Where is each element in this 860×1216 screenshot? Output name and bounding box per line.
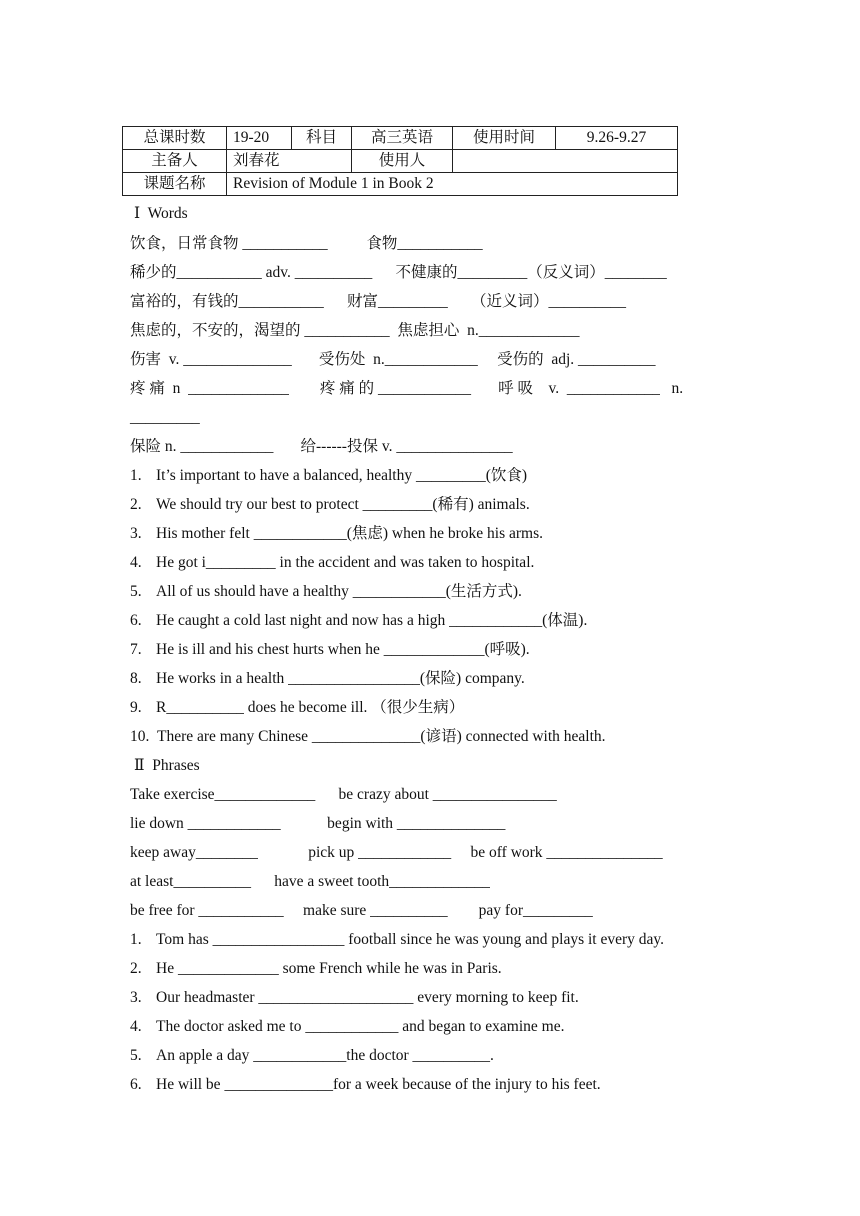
sentence-text: There are many Chinese ______________(谚语) connected with health. bbox=[157, 728, 606, 745]
sentence-number: 1. bbox=[130, 931, 142, 948]
sentence-text: Tom has _________________ football since he was young and plays it every day. bbox=[156, 931, 665, 948]
phrase-line: Take exercise_____________ be crazy about ________________ bbox=[130, 786, 557, 803]
sentence-text: His mother felt ____________(焦虑) when he broke his arms. bbox=[156, 525, 544, 542]
sentence-text: It’s important to have a balanced, healthy _________(饮食) bbox=[156, 467, 528, 484]
header-table bbox=[122, 126, 678, 196]
vocab-line: 焦虑的，不安的，渴望的 ___________ 焦虑担心 n._____________ bbox=[130, 322, 580, 339]
sentence-number: 10. bbox=[130, 728, 150, 745]
sentence-number: 8. bbox=[130, 670, 142, 687]
use-time-value: 9.26-9.27 bbox=[556, 127, 678, 150]
sentence-number: 4. bbox=[130, 1018, 142, 1035]
vocab-line: 保险 n. ____________ 给------投保 v. _______________ bbox=[130, 438, 513, 455]
sentence-number: 9. bbox=[130, 699, 142, 716]
subject-label: 科目 bbox=[292, 127, 352, 150]
sentence-number: 5. bbox=[130, 1047, 142, 1064]
phrase-line: keep away________ pick up ____________ be off work _______________ bbox=[130, 844, 663, 861]
sentence-number: 6. bbox=[130, 1076, 142, 1093]
header-row-1 bbox=[123, 127, 678, 150]
vocab-line: 稀少的___________ adv. __________ 不健康的_________（反义词）________ bbox=[130, 264, 667, 281]
user-label: 使用人 bbox=[352, 150, 453, 173]
sentence-number: 2. bbox=[130, 960, 142, 977]
sentence-number: 1. bbox=[130, 467, 142, 484]
topic-label: 课题名称 bbox=[123, 173, 227, 196]
sentence-text: He caught a cold last night and now has a high ____________(体温). bbox=[156, 612, 588, 629]
vocab-line: _________ bbox=[130, 409, 200, 426]
subject-value: 高三英语 bbox=[352, 127, 453, 150]
sentence-number: 2. bbox=[130, 496, 142, 513]
sentence-number: 7. bbox=[130, 641, 142, 658]
user-value bbox=[453, 150, 678, 173]
sentence-text: He is ill and his chest hurts when he _____________(呼吸). bbox=[156, 641, 530, 658]
sentence-number: 5. bbox=[130, 583, 142, 600]
sentence-number: 6. bbox=[130, 612, 142, 629]
sentence-text: R__________ does he become ill. （很少生病） bbox=[156, 699, 465, 716]
sentence-number: 3. bbox=[130, 989, 142, 1006]
vocab-line: 饮食，日常食物 ___________ 食物___________ bbox=[130, 235, 483, 252]
use-time-label: 使用时间 bbox=[453, 127, 556, 150]
sentence-text: We should try our best to protect _________(稀有) animals. bbox=[156, 496, 530, 513]
sentence-text: All of us should have a healthy ____________(生活方式). bbox=[156, 583, 522, 600]
sentence-text: He works in a health _________________(保险) company. bbox=[156, 670, 525, 687]
vocab-line: 富裕的，有钱的___________ 财富_________ （近义词）__________ bbox=[130, 293, 627, 310]
phrase-line: lie down ____________ begin with ______________ bbox=[130, 815, 506, 832]
vocab-line: 伤害 v. ______________ 受伤处 n.____________ 受伤的 adj. __________ bbox=[130, 351, 656, 368]
sentence-text: He got i_________ in the accident and was taken to hospital. bbox=[156, 554, 535, 571]
vocab-line: 疼 痛 n _____________ 疼 痛 的 ____________ 呼 吸 v. ____________ n. bbox=[130, 380, 684, 397]
total-hours-label: 总课时数 bbox=[123, 127, 227, 150]
section-words-heading: Ⅰ Words bbox=[134, 205, 188, 222]
sentence-text: An apple a day ____________the doctor __________. bbox=[156, 1047, 494, 1064]
sentence-text: Our headmaster ____________________ every morning to keep fit. bbox=[156, 989, 579, 1006]
preparer-value: 刘春花 bbox=[227, 150, 352, 173]
phrase-line: be free for ___________ make sure __________ pay for_________ bbox=[130, 902, 593, 919]
topic-value: Revision of Module 1 in Book 2 bbox=[227, 173, 678, 196]
header-row-3 bbox=[123, 173, 678, 196]
sentence-text: The doctor asked me to ____________ and began to examine me. bbox=[156, 1018, 565, 1035]
section-phrases-heading: Ⅱ Phrases bbox=[134, 757, 200, 774]
preparer-label: 主备人 bbox=[123, 150, 227, 173]
sentence-number: 4. bbox=[130, 554, 142, 571]
header-row-2 bbox=[123, 150, 678, 173]
sentence-text: He _____________ some French while he was in Paris. bbox=[156, 960, 502, 977]
total-hours-value: 19-20 bbox=[227, 127, 292, 150]
phrase-line: at least__________ have a sweet tooth_____________ bbox=[130, 873, 490, 890]
sentence-number: 3. bbox=[130, 525, 142, 542]
sentence-text: He will be ______________for a week because of the injury to his feet. bbox=[156, 1076, 601, 1093]
